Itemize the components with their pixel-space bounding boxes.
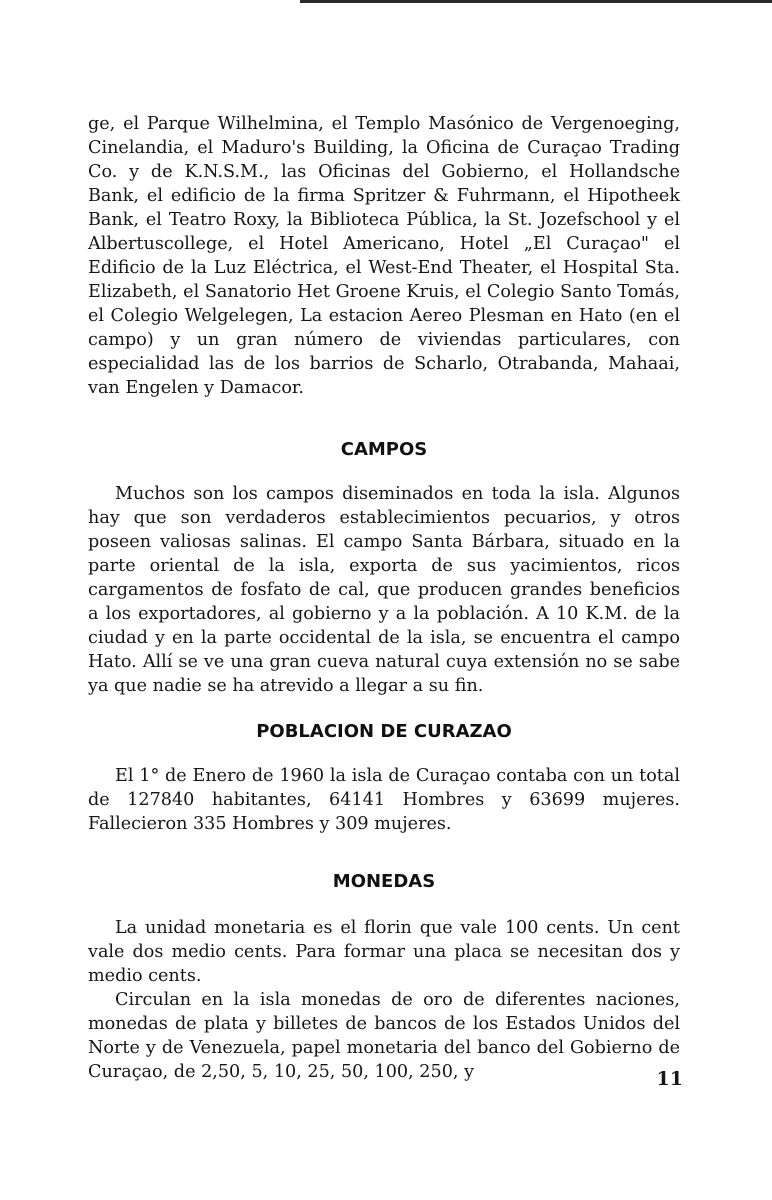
monedas-paragraph-2: Circulan en la isla monedas de oro de diferentes naciones, monedas de plata y billetes de bancos de los Estados Unidos del Norte y de Venezuela, papel monetaria del banco del Gobierno de Curaçao, de 2,50, 5, 10, 25, 50, 100, 250, y — [88, 990, 680, 1082]
monedas-paragraph-1: La unidad monetaria es el florin que vale 100 cents. Un cent vale dos medio cents. Para formar una placa se necesitan dos y medio cents. — [88, 918, 680, 986]
top-edge-rule — [300, 0, 772, 3]
campos-paragraph: Muchos son los campos diseminados en toda la isla. Algunos hay que son verdaderos establecimientos pecuarios, y otros poseen valiosas salinas. El campo Santa Bárbara, situado en la parte oriental de la isla, exporta de sus yacimientos, ricos cargamentos de fosfato de cal, que producen grandes beneficios a los exportadores, al gobierno y a la población. A 10 K.M. de la ciudad y en la parte occidental de la isla, se encuentra el campo Hato. Allí se ve una gran cueva natural cuya extensión no se sabe ya que nadie se ha atrevido a llegar a su fin. — [88, 484, 680, 696]
page-body — [88, 112, 680, 1084]
section-heading-campos: CAMPOS — [340, 439, 428, 460]
continuation-paragraph: ge, el Parque Wilhelmina, el Templo Masónico de Vergenoeging, Cinelandia, el Maduro's Building, la Oficina de Curaçao Trading Co. y de K.N.S.M., las Oficinas del Gobierno, el Hollandsche Bank, el edificio de la firma Spritzer & Fuhrmann, el Hipotheek Bank, el Teatro Roxy, la Biblioteca Pública, la St. Jozefschool y el Albertuscollege, el Hotel Americano, Hotel „El Curaçao" el Edificio de la Luz Eléctrica, el West-End Theater, el Hospital Sta. Elizabeth, el Sanatorio Het Groene Kruis, el Colegio Santo Tomás, el Colegio Welgelegen, La estacion Aereo Plesman en Hato (en el campo) y un gran número de viviendas particulares, con especialidad las de los barrios de Scharlo, Otrabanda, Mahaai, van Engelen y Damacor. — [88, 114, 680, 398]
page-number: 11 — [656, 1068, 683, 1090]
section-heading-poblacion: POBLACION DE CURAZAO — [256, 721, 512, 742]
poblacion-paragraph: El 1° de Enero de 1960 la isla de Curaçao contaba con un total de 127840 habitantes, 64141 Hombres y 63699 mujeres. Fallecieron 335 Hombres y 309 mujeres. — [88, 766, 680, 834]
section-heading-monedas: MONEDAS — [332, 871, 436, 892]
